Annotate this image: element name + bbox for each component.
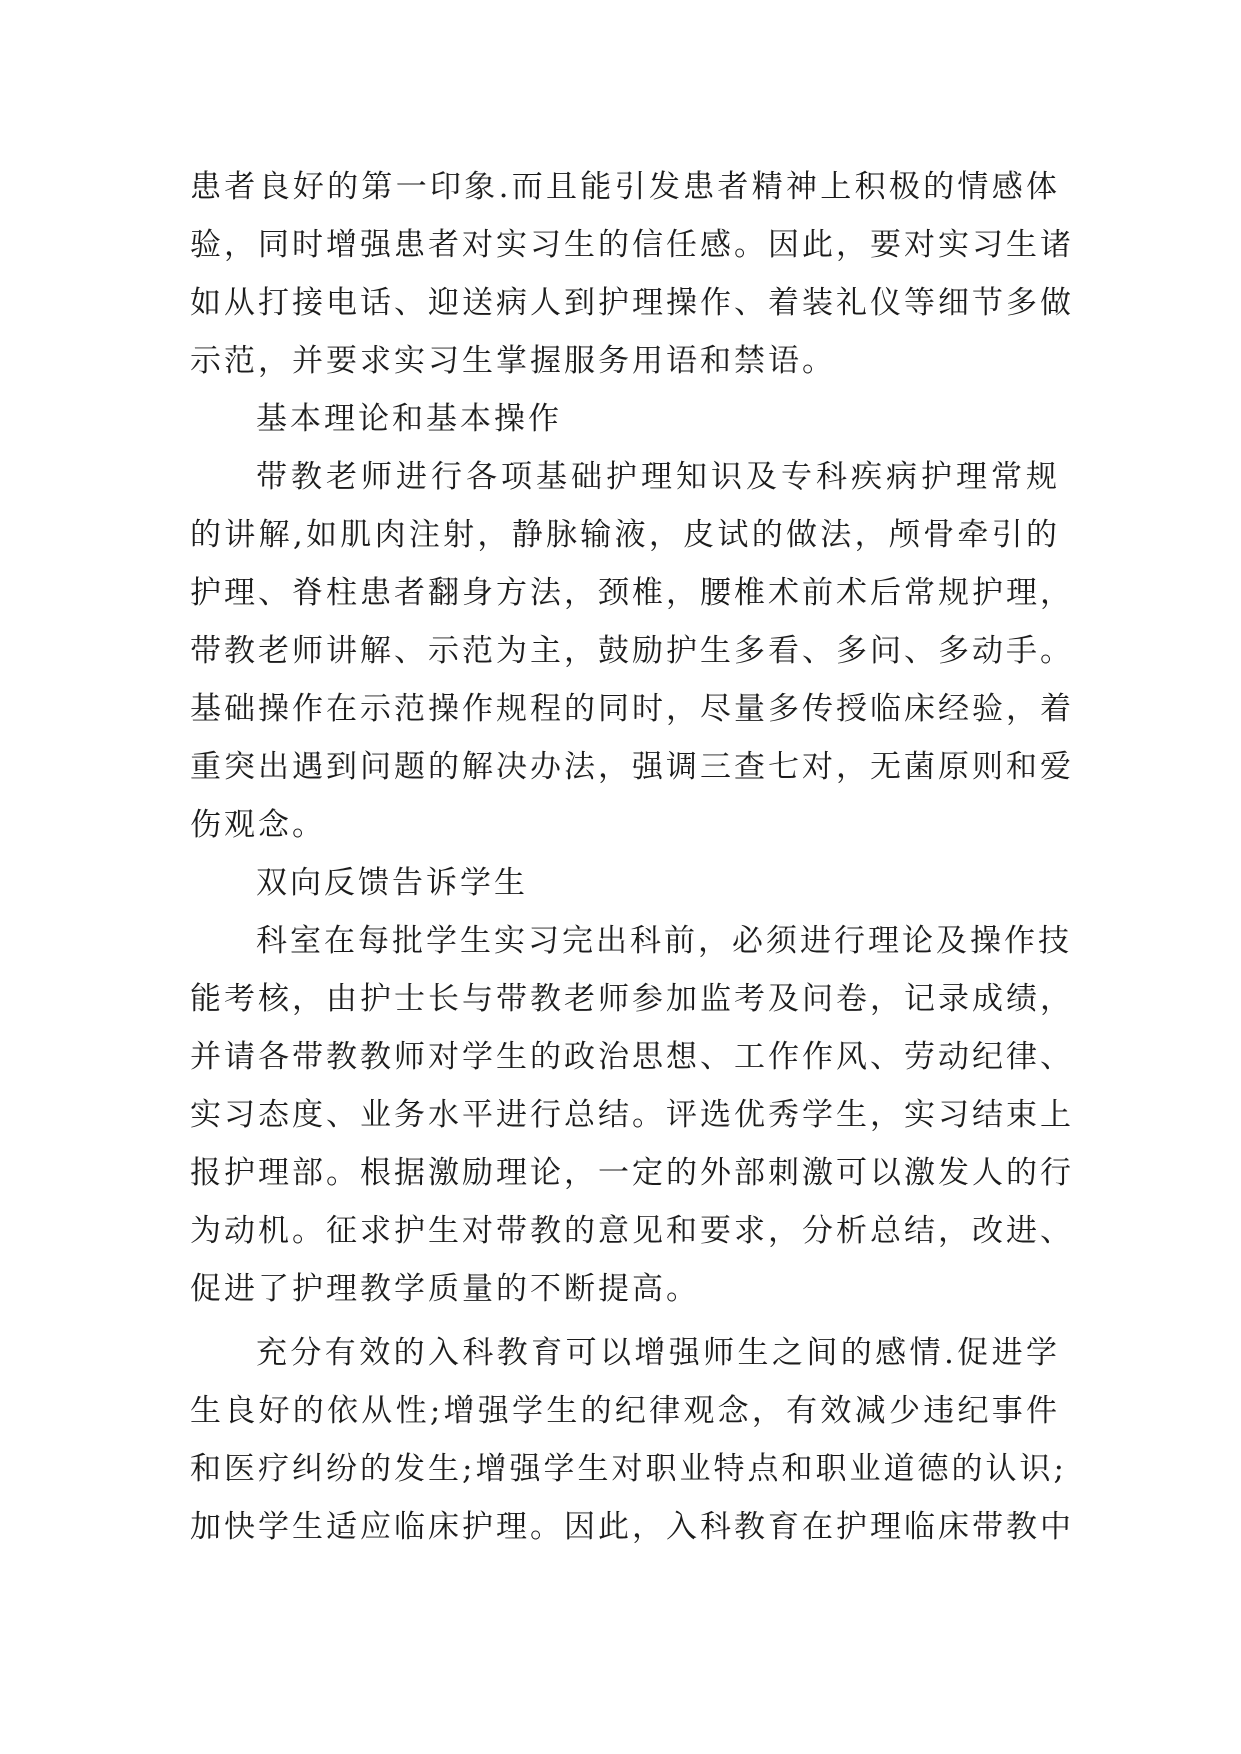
text-line: 报护理部。根据激励理论，一定的外部刺激可以激发人的行 [190,1155,1074,1191]
text-line: 加快学生适应临床护理。因此，入科教育在护理临床带教中 [190,1509,1074,1545]
text-line: 伤观念。 [190,807,326,843]
text-line: 示范，并要求实习生掌握服务用语和禁语。 [190,343,836,379]
heading-line: 基本理论和基本操作 [256,401,562,437]
document-body [190,158,1074,1556]
section-heading-basic-theory [190,390,1060,448]
text-line: 重突出遇到问题的解决办法，强调三查七对，无菌原则和爱 [190,749,1074,785]
text-line: 如从打接电话、迎送病人到护理操作、着装礼仪等细节多做 [190,285,1074,321]
text-line: 带教老师讲解、示范为主，鼓励护生多看、多问、多动手。 [190,633,1074,669]
text-line: 并请各带教教师对学生的政治思想、工作作风、劳动纪律、 [190,1039,1074,1075]
text-line: 患者良好的第一印象.而且能引发患者精神上积极的情感体 [190,169,1060,205]
paragraph-intro [190,158,1074,390]
text-line: 护理、脊柱患者翻身方法，颈椎，腰椎术前术后常规护理， [190,575,1074,611]
text-line: 基础操作在示范操作规程的同时，尽量多传授临床经验，着 [190,691,1074,727]
text-line: 的讲解,如肌肉注射，静脉输液，皮试的做法，颅骨牵引的 [190,517,1060,553]
text-line: 充分有效的入科教育可以增强师生之间的感情.促进学 [256,1335,1060,1371]
text-line: 能考核，由护士长与带教老师参加监考及问卷，记录成绩， [190,981,1074,1017]
section-heading-feedback [190,854,1060,912]
text-line: 和医疗纠纷的发生;增强学生对职业特点和职业道德的认识; [190,1451,1067,1487]
text-line: 实习态度、业务水平进行总结。评选优秀学生，实习结束上 [190,1097,1074,1133]
text-line: 验，同时增强患者对实习生的信任感。因此，要对实习生诸 [190,227,1074,263]
text-line: 带教老师进行各项基础护理知识及专科疾病护理常规 [256,459,1060,495]
text-line: 促进了护理教学质量的不断提高。 [190,1271,700,1307]
text-line: 科室在每批学生实习完出科前，必须进行理论及操作技 [256,923,1072,959]
paragraph-conclusion [190,1324,1074,1556]
paragraph-feedback [190,912,1074,1318]
text-line: 为动机。征求护生对带教的意见和要求，分析总结，改进、 [190,1213,1074,1249]
paragraph-basic-theory [190,448,1074,854]
text-line: 生良好的依从性;增强学生的纪律观念，有效减少违纪事件 [190,1393,1060,1429]
heading-line: 双向反馈告诉学生 [256,865,528,901]
